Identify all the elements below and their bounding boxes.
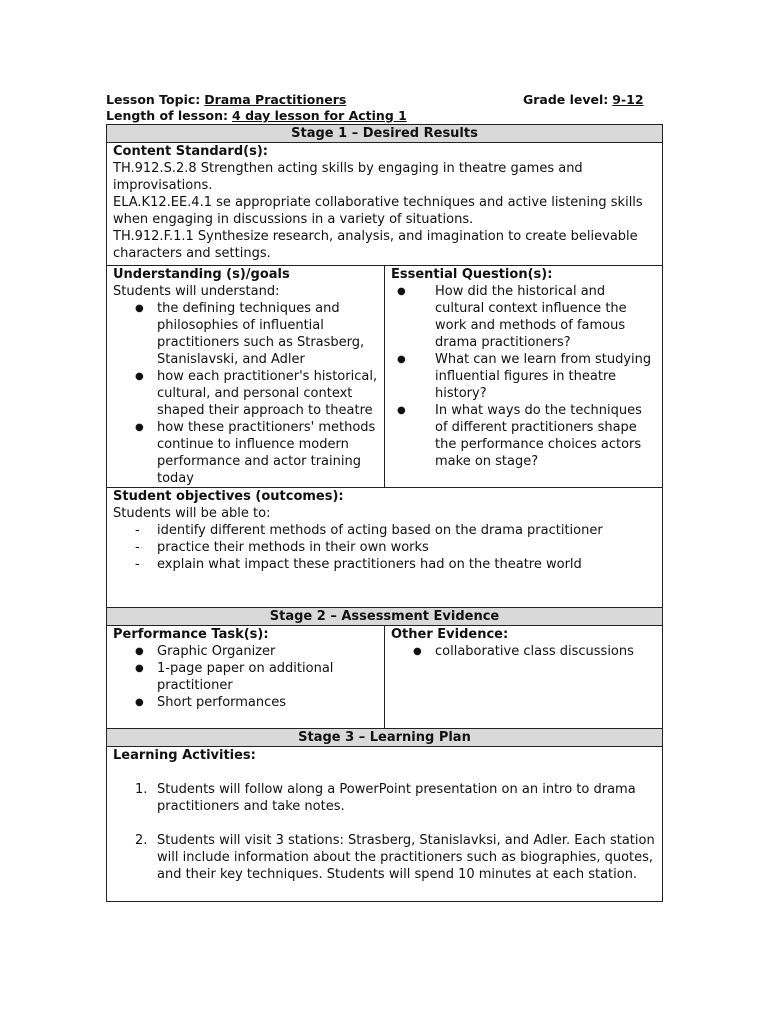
content-standards-cell	[107, 143, 663, 266]
standard-item: TH.912.S.2.8 Strengthen acting skills by engaging in theatre games and improvisations.	[113, 161, 583, 193]
objectives-title: Student objectives (outcomes):	[113, 489, 344, 504]
list-item: ● how these practitioners' methods continue to influence modern performance and actor training today	[113, 419, 384, 487]
other-evidence-cell	[385, 626, 663, 729]
standard-item: TH.912.F.1.1 Synthesize research, analysis, and imagination to create believable characters and settings.	[113, 229, 638, 261]
grade-level	[523, 92, 644, 108]
other-evidence-title: Other Evidence:	[391, 627, 509, 642]
performance-tasks-list	[113, 643, 384, 711]
list-item: ● how each practitioner's historical, cultural, and personal context shaped their approach to theatre	[113, 368, 384, 419]
learning-activities-title: Learning Activities:	[113, 748, 256, 763]
list-item: ● collaborative class discussions	[391, 643, 662, 660]
list-item: - practice their methods in their own works	[113, 539, 662, 556]
length-label: Length of lesson:	[106, 108, 229, 123]
lesson-plan-table	[106, 124, 663, 902]
understandings-title: Understanding (s)/goals	[113, 267, 290, 282]
list-item	[113, 781, 662, 815]
essential-questions-title: Essential Question(s):	[391, 267, 553, 282]
list-item: ● the defining techniques and philosophies of influential practitioners such as Strasberg, Stanislavski, and Adler	[113, 300, 384, 368]
stage1-heading: Stage 1 – Desired Results	[107, 125, 663, 143]
activity-text: Students will follow along a PowerPoint presentation on an intro to drama practitioners and take notes.	[157, 782, 636, 814]
list-item: ● 1-page paper on additional practitioner	[113, 660, 384, 694]
activity-text: Students will visit 3 stations: Strasberg, Stanislavksi, and Adler. Each station will include information about the practitioners such as biographies, quotes, and their key techniques. Students will spend 10 minutes at each station.	[157, 833, 655, 882]
list-item: ● Short performances	[113, 694, 384, 711]
objectives-cell	[107, 488, 663, 608]
list-item: ● Graphic Organizer	[113, 643, 384, 660]
lesson-plan-document	[106, 92, 662, 902]
essential-questions-list	[391, 283, 656, 470]
length-value: 4 day lesson for Acting 1	[232, 108, 407, 123]
list-item: - identify different methods of acting based on the drama practitioner	[113, 522, 662, 539]
standard-item: ELA.K12.EE.4.1 se appropriate collaborative techniques and active listening skills when engaging in discussions in a variety of situations.	[113, 195, 643, 227]
stage3-heading: Stage 3 – Learning Plan	[107, 729, 663, 747]
performance-tasks-cell	[107, 626, 385, 729]
list-item: - explain what impact these practitioners had on the theatre world	[113, 556, 662, 573]
lesson-topic-row	[106, 92, 662, 108]
understandings-list	[113, 300, 384, 487]
activity-number: 1.	[135, 782, 148, 797]
understandings-cell	[107, 266, 385, 488]
activity-number: 2.	[135, 833, 148, 848]
learning-activities-list	[113, 781, 662, 883]
topic-value: Drama Practitioners	[204, 92, 347, 107]
content-standards-title: Content Standard(s):	[113, 144, 268, 159]
objectives-intro: Students will be able to:	[113, 506, 271, 521]
understandings-intro: Students will understand:	[113, 284, 280, 299]
grade-value: 9-12	[612, 92, 644, 107]
lesson-length-row	[106, 108, 662, 124]
stage2-heading: Stage 2 – Assessment Evidence	[107, 608, 663, 626]
learning-activities-cell	[107, 747, 663, 902]
list-item: ● How did the historical and cultural context influence the work and methods of famous drama practitioners?	[391, 283, 656, 351]
performance-tasks-title: Performance Task(s):	[113, 627, 269, 642]
list-item: ● In what ways do the techniques of different practitioners shape the performance choices actors make on stage?	[391, 402, 656, 470]
list-item	[113, 832, 662, 883]
essential-questions-cell	[385, 266, 663, 488]
objectives-list	[113, 522, 662, 573]
list-item: ● What can we learn from studying influential figures in theatre history?	[391, 351, 656, 402]
topic-label: Lesson Topic:	[106, 92, 201, 107]
grade-label: Grade level:	[523, 92, 609, 107]
other-evidence-list	[391, 643, 662, 660]
